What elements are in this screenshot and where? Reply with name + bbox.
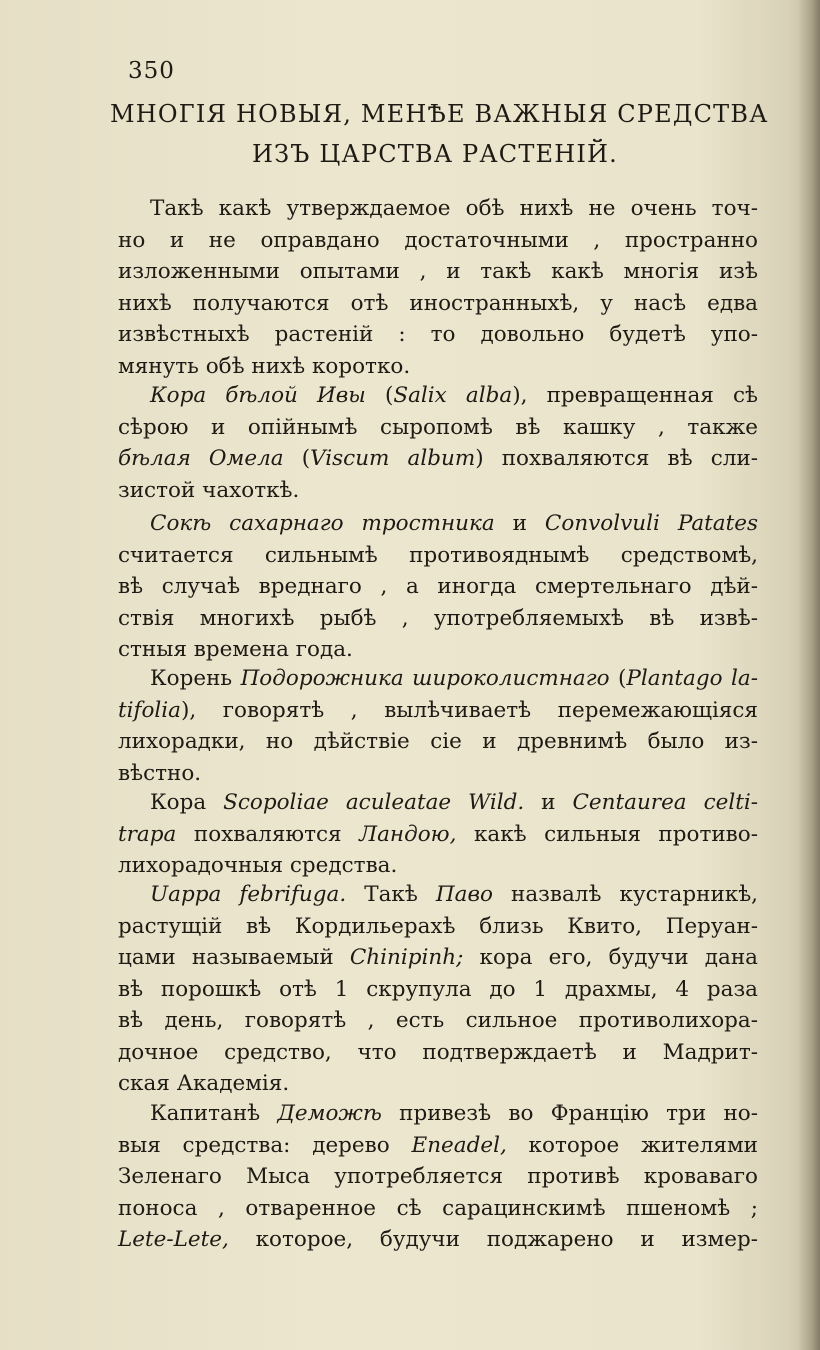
paragraph-4: [118, 663, 758, 789]
text-fragment: (: [365, 383, 394, 408]
latin-term: Plantago la-: [626, 666, 758, 691]
text-line: [118, 942, 758, 974]
text-line: но и не оправдано достаточными , пространно: [118, 227, 758, 253]
text-fragment: кора его, будучи дана: [463, 945, 759, 970]
text-fragment: которое, будучи поджарено и измер-: [228, 1227, 758, 1252]
italic-term: Подорожника широколистнаго: [240, 666, 610, 691]
text-line: [118, 443, 758, 475]
text-line: нихѣ получаются отѣ иностранныхѣ, у насѣ едва: [118, 290, 758, 316]
text-fragment: (: [609, 666, 627, 691]
section-heading-line-2: ИЗЪ ЦАРСТВА РАСТЕНIЙ.: [251, 140, 619, 168]
text-line: вѣ случаѣ вреднаго , а иногда смертельнаго дѣй-: [118, 574, 758, 599]
text-line: лихорадки, но дѣйствiе сiе и древнимѣ было из-: [118, 729, 758, 754]
italic-term: Сокѣ сахарнаго тростника: [150, 511, 495, 536]
text-fragment: похваляются: [176, 821, 360, 847]
text-line: дочное средство, что подтверждаетѣ и Мадрит-: [118, 1039, 758, 1065]
text-fragment: (: [283, 446, 311, 471]
text-fragment: ) похваляются вѣ сли-: [475, 446, 758, 471]
text-line: сѣрою и опiйнымѣ сыропомѣ вѣ кашку , также: [118, 414, 758, 440]
latin-term: Eneadel,: [411, 1132, 507, 1158]
text-line: [118, 663, 758, 695]
text-line: зистой чахоткѣ.: [118, 477, 300, 503]
italic-term: Кора бѣлой Ивы: [150, 383, 366, 408]
text-fragment: ), превращенная сѣ: [512, 383, 758, 408]
text-line: Такѣ какѣ утверждаемое обѣ нихѣ не очень точ-: [150, 196, 758, 221]
italic-term: бѣлая Омела: [118, 446, 284, 471]
page-number: 350: [128, 58, 175, 84]
paragraph-5: [118, 787, 758, 882]
text-line: [118, 508, 758, 540]
text-line: [118, 380, 758, 412]
text-fragment: назвалѣ кустарникѣ,: [492, 882, 759, 907]
text-line: лихорадочныя средства.: [118, 853, 398, 878]
page-edge-shadow: [798, 0, 820, 1350]
text-fragment: привезѣ во Францiю три но-: [381, 1101, 758, 1126]
italic-term: Деможѣ: [277, 1101, 382, 1126]
latin-term: Centaurea celti-: [572, 790, 759, 815]
text-fragment: Капитанѣ: [150, 1101, 278, 1126]
text-line: растущiй вѣ Кордильерахѣ близь Квито, Перуан-: [118, 913, 758, 939]
paragraph-7: [118, 1098, 758, 1256]
text-line: [118, 787, 758, 819]
text-line: считается сильнымѣ противояднымѣ средствомѣ,: [118, 542, 758, 568]
text-line: изложенными опытами , и такѣ какѣ многiя изѣ: [118, 259, 758, 284]
text-fragment: Корень: [150, 666, 241, 691]
text-line: [118, 819, 758, 851]
latin-term: Viscum album: [310, 446, 476, 471]
text-line: Зеленаго Мыса употребляется противѣ кроваваго: [118, 1164, 758, 1189]
paragraph-1: [118, 193, 758, 382]
text-fragment: и: [524, 790, 573, 815]
text-line: [118, 695, 758, 727]
text-fragment: выя средства: дерево: [118, 1132, 412, 1158]
italic-term: Паво: [435, 882, 493, 907]
text-line: мянуть обѣ нихѣ коротко.: [118, 353, 411, 379]
text-line: ствiя многихѣ рыбѣ , употребляемыхѣ вѣ извѣ-: [118, 605, 758, 631]
latin-term: Lete-Lete,: [118, 1227, 229, 1252]
text-fragment: цами называемый: [118, 945, 350, 970]
paragraph-6: [118, 879, 758, 1100]
latin-term: tifolia: [118, 697, 181, 723]
text-fragment: которое жителями: [506, 1132, 758, 1158]
paragraph-3: [118, 508, 758, 666]
text-line: поноса , отваренное сѣ сарацинскимѣ пшеномѣ ;: [118, 1195, 758, 1221]
italic-term: Ландою,: [359, 821, 457, 847]
text-line: [118, 1098, 758, 1130]
latin-term: Scopoliae aculeatae Wild.: [223, 790, 525, 815]
text-fragment: Такѣ: [346, 882, 436, 907]
text-line: извѣстныхѣ растенiй : то довольно будетѣ упо-: [118, 322, 758, 347]
text-fragment: и: [494, 511, 545, 536]
latin-term: Salix alba: [393, 383, 513, 408]
text-line: вѣ порошкѣ отѣ 1 скрупула до 1 драхмы, 4 раза: [118, 976, 758, 1002]
latin-term: trapa: [118, 821, 177, 847]
text-line: [118, 879, 758, 911]
section-heading-line-1: МНОГIЯ НОВЫЯ, МЕНѢЕ ВАЖНЫЯ СРЕДСТВА: [110, 100, 769, 128]
latin-term: Chinipinh;: [349, 945, 464, 970]
text-fragment: Кора: [150, 790, 224, 815]
text-fragment: ), говорятѣ , вылѣчиваетѣ перемежающiяся: [181, 697, 758, 723]
text-fragment: какѣ сильныя противо-: [456, 821, 758, 847]
paragraph-2: [118, 380, 758, 506]
text-line: [118, 1224, 758, 1256]
text-line: [118, 1130, 758, 1162]
text-line: ская Академiя.: [118, 1071, 290, 1096]
latin-term: Convolvuli Patates: [544, 511, 759, 536]
text-line: стныя времена года.: [118, 637, 353, 662]
text-line: вѣ день, говорятѣ , есть сильное противолихора-: [118, 1008, 758, 1033]
text-line: вѣстно.: [118, 760, 202, 786]
latin-term: Uappa febrifuga.: [150, 882, 347, 907]
